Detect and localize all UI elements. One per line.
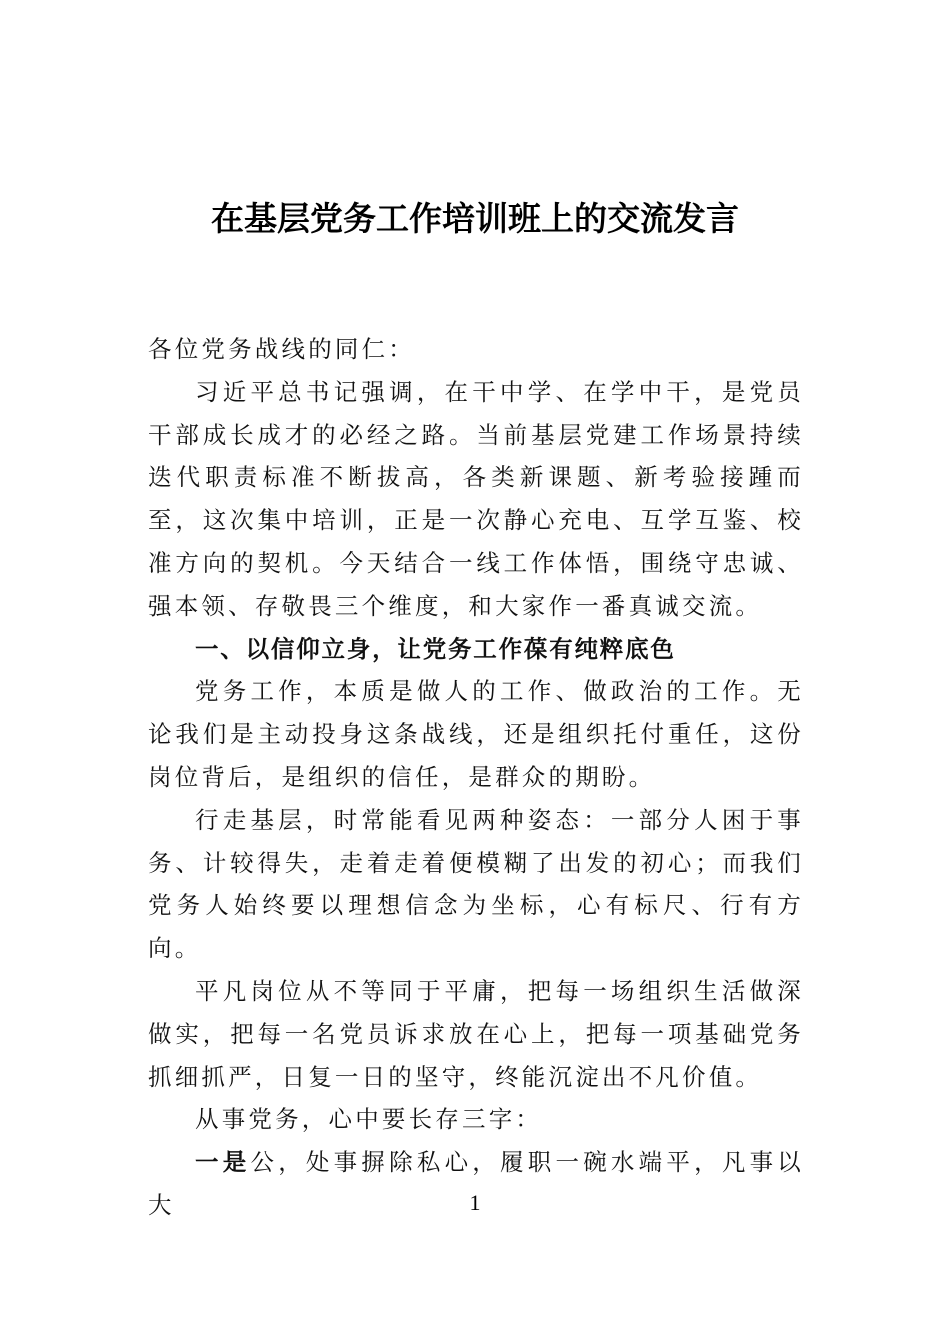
intro-paragraph: 习近平总书记强调，在干中学、在学中干，是党员干部成长成才的必经之路。当前基层党建工作场景持续迭代职责标准不断拔高，各类新课题、新考验接踵而至，这次集中培训，正是一次静心充电、互学互鉴、校准方向的契机。今天结合一线工作体悟，围绕守忠诚、强本领、存敬畏三个维度，和大家作一番真诚交流。 xyxy=(148,377,804,620)
document-title: 在基层党务工作培训班上的交流发言 xyxy=(211,199,739,238)
page-number: 1 xyxy=(469,1190,481,1215)
document-body xyxy=(148,328,804,1227)
body-paragraph: 平凡岗位从不等同于平庸，把每一场组织生活做深做实，把每一名党员诉求放在心上，把每一项基础党务抓细抓严，日复一日的坚守，终能沉淀出不凡价值。 xyxy=(148,976,804,1091)
point-lead: 一是 xyxy=(195,1148,251,1177)
section-heading: 一、以信仰立身，让党务工作葆有纯粹底色 xyxy=(195,634,676,663)
body-paragraph: 从事党务，心中要长存三字： xyxy=(195,1105,543,1134)
body-paragraph: 行走基层，时常能看见两种姿态：一部分人困于事务、计较得失，走着走着便模糊了出发的初心；而我们党务人始终要以理想信念为坐标，心有标尺、行有方向。 xyxy=(148,805,804,963)
point-text: 公，处事摒除私心，履职一碗水端平，凡事以大 xyxy=(148,1148,805,1219)
salutation: 各位党务战线的同仁： xyxy=(148,335,415,363)
body-paragraph: 党务工作，本质是做人的工作、做政治的工作。无论我们是主动投身这条战线，还是组织托付重任，这份岗位背后，是组织的信任，是群众的期盼。 xyxy=(148,677,804,791)
